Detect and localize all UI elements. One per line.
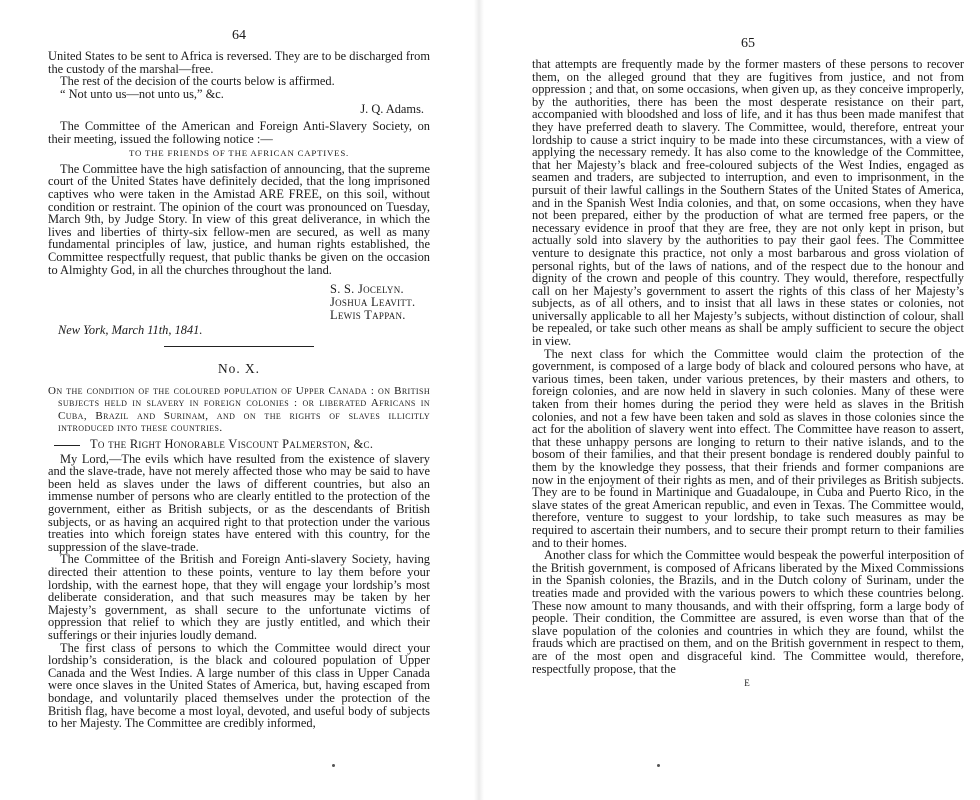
place-date: New York, March 11th, 1841.: [58, 323, 203, 338]
committee-intro: The Committee of the American and Foreign Anti-Slavery Society, on their meeting, issued the following notice :—: [48, 118, 430, 146]
dash-rule: [54, 445, 80, 446]
addressee-text: To the Right Honorable Viscount Palmerston, &c.: [90, 437, 374, 452]
affirmed-line: The rest of the decision of the courts below is affirmed.: [60, 74, 335, 89]
page-number-left: 64: [232, 28, 246, 43]
page-number-right: 65: [741, 36, 755, 51]
right-page-body: [532, 58, 964, 690]
right-paragraph-1: that attempts are frequently made by the former masters of these persons to recover them, on the alleged ground that they are fugitives from justice, and not from oppression ; and that, on some occasions, when given up, as they conceive improperly, by the authorities, there has been the most desperate resistance on their part, accompanied with bloodshed and loss of life, and it has thus been made manifest that they have preferred death to slavery. The Committee, would, therefore, entreat your lordship to cause a strict inquiry to be made into these circumstances, with a view of applying the necessary remedy. It has also come to the knowledge of the Committee, that her Majesty’s black and free-coloured subjects of the West Indies, engaged as seamen and traders, are subjected to interruption, and even to imprisonment, in the pursuit of their lawful callings in the Southern States of the United States of America, and in the Spanish West India colonies, and that, on some occasions, when they have not been prepared, either by the production of what are termed free papers, or the necessary evidence in proof that they are free, they are not only kept in prison, but actually sold into slavery by the authorities to pay their gaol fees. The Committee venture to designate this practice, not only a most barbarous and gross violation of personal rights, but of the laws of nations, and of the respect due to the honour and dignity of the crown and people of this country. They would, therefore, respectfully call on her Majesty’s government to assert the rights of this class of her Majesty’s subjects, as of all others, and to insist that all laws in these states or colonies, not universally applicable to all her Majesty’s subjects, without distinction of colour, shall be repealed, or take such other means as shall be amply sufficient to secure the object in view.: [532, 57, 964, 349]
right-page: [482, 0, 980, 800]
signature-mark: E: [744, 678, 752, 689]
right-paragraph-2: The next class for which the Committee would claim the protection of the government, is composed of a large body of black and coloured persons who have, at various times, been taken, under various pretences, by their masters and others, to foreign colonies, and are now held in slavery in such colonies. Many of these were taken from their homes during the period they were held as slaves in the British colonies, and not a few have been taken and sold as slaves in those colonies since the act for the abolition of slavery went into effect. The Committee have reason to assert, that these unhappy persons are longing to return to their native islands, and to the bosom of their families, and that their present bondage is rendered doubly painful to them by the knowledge they possess, that their friends and former companions are now in the enjoyment of their rights as men, and of their privileges as British subjects. They are to be found in Martinique and Guadaloupe, in Cuba and Puerto Rico, in the slave states of the great American republic, and even in Texas. The Committee would, therefore, venture to suggest to your lordship, to take such measures as may be required to ascertain their numbers, and to secure their prompt return to their families and to their homes.: [532, 346, 964, 550]
speck-mark: [332, 764, 335, 767]
section-heading: On the condition of the coloured population of Upper Canada : on British subjects held in slavery in foreign colonies : or liberated Africans in Cuba, Brazil and Surinam, and on the rights of slaves illicitly introduced into these countries.: [48, 385, 430, 434]
quote-line: “ Not unto us—not unto us,” &c.: [60, 86, 224, 101]
letter-paragraph-1: My Lord,—The evils which have resulted from the existence of slavery and the slave-trade, have not merely affected those who may be said to have been held as slaves under the laws of different countries, but also an immense number of persons who are clearly entitled to the protection of the government, either as British subjects, or as the descendants of British subjects, or as having an acquired right to that protection under the various treaties into which foreign states have entered with this country, for the suppression of the slave-trade.: [48, 451, 430, 554]
signatory-tappan: Lewis Tappan.: [330, 308, 406, 323]
addressee: [48, 438, 430, 451]
speck-mark: [657, 764, 660, 767]
right-paragraph-3: Another class for which the Committee would bespeak the powerful interposition of the British government, is composed of Africans liberated by the Mixed Commissions in the Spanish colonies, the Brazils, and in the Dutch colony of Surinam, under the treaties made and provided with the various powers to which these countries belong. These now amount to many thousands, and with their offspring, form a large body of people. Their condition, the Committee are assured, is even worse than that of the slave population of the colonies and countries in which they are found, whilst the frauds which are practised on them, and on the British government in respect to them, are of the most open and disgraceful kind. The Committee would, therefore, respectfully propose, that the: [532, 548, 964, 676]
left-page: [0, 0, 478, 800]
left-page-body: [48, 50, 430, 730]
section-number: No. X.: [217, 360, 261, 376]
letter-paragraph-2: The Committee of the British and Foreign Anti-slavery Society, having directed their attention to these points, venture to lay them before your lordship, with the earnest hope, that they will engage your lordship’s most deliberate consideration, and that such measures may be taken by her Majesty’s government, as shall secure to the unfortunate victims of oppression that relief to which they are justly entitled, and which their sufferings or their injuries loudly demand.: [48, 552, 430, 642]
signatory-jocelyn: S. S. Jocelyn.: [330, 282, 404, 297]
signature-adams: J. Q. Adams.: [360, 102, 424, 117]
opening-paragraph: United States to be sent to Africa is reversed. They are to be discharged from the custody of the marshal—free.: [48, 49, 430, 76]
notice-heading: TO THE FRIENDS OF THE AFRICAN CAPTIVES.: [128, 148, 350, 159]
signatory-leavitt: Joshua Leavitt.: [330, 295, 416, 310]
notice-body: The Committee have the high satisfaction of announcing, that the supreme court of the United States have definitely decided, that the long imprisoned captives who were taken in the Amistad ARE FREE, on this soil, without condition or restraint. The opinion of the court was pronounced on Tuesday, March 9th, by Judge Story. In view of this great deliverance, in which the lives and liberties of thirty-six fellow-men are secured, as well as many fundamental principles of law, justice, and human rights established, the Committee respectfully request, that public thanks be given on the occasion to Almighty God, in all the churches throughout the land.: [48, 161, 430, 277]
letter-paragraph-3: The first class of persons to which the Committee would direct your lordship’s consideration, is the black and coloured population of Upper Canada and the West Indies. A large number of this class in Upper Canada were once slaves in the United States of America, but, having escaped from bondage, and voluntarily placed themselves under the protection of the British flag, have become a most loyal, devoted, and useful body of subjects to her Majesty. The Committee are credibly informed,: [48, 640, 430, 731]
section-divider: [164, 346, 314, 347]
